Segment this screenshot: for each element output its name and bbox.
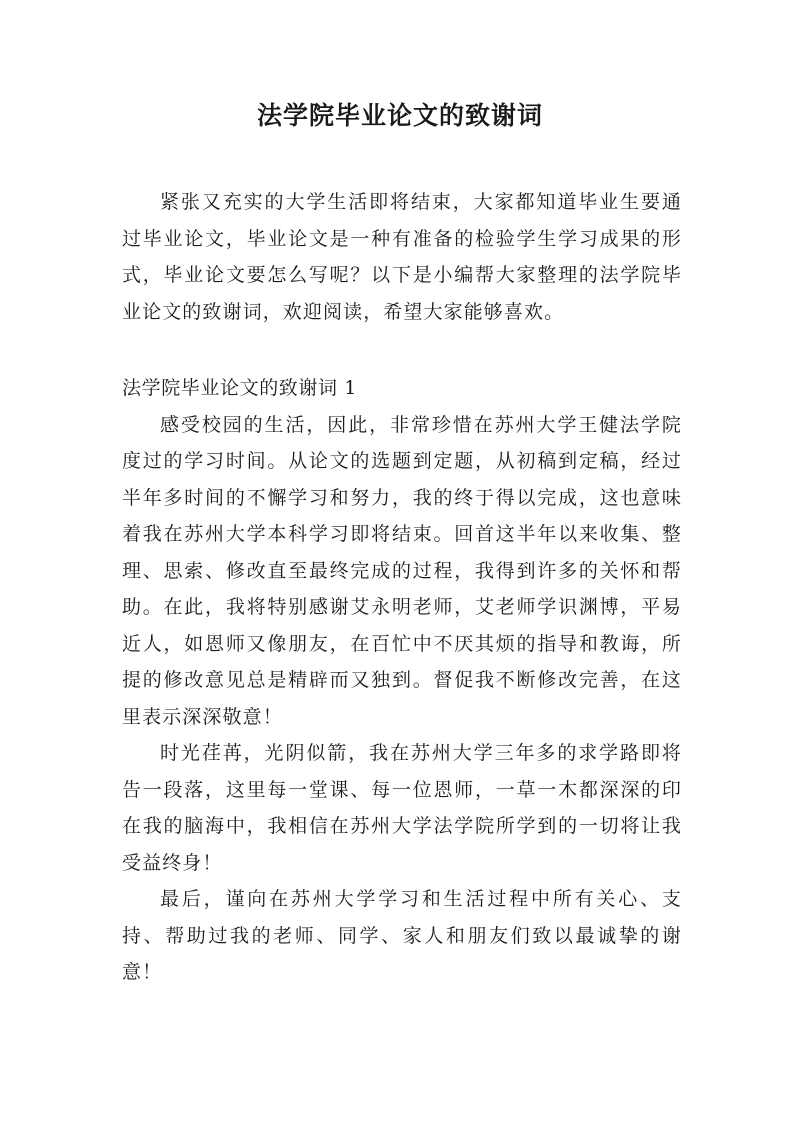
body-paragraph-2: 时光荏苒，光阴似箭，我在苏州大学三年多的求学路即将告一段落，这里每一堂课、每一位恩师，一草一木都深深的印在我的脑海中，我相信在苏州大学法学院所学到的一切将让我受益终身！ bbox=[122, 742, 682, 874]
body-paragraph-1: 感受校园的生活，因此，非常珍惜在苏州大学王健法学院度过的学习时间。从论文的选题到定题，从初稿到定稿，经过半年多时间的不懈学习和努力，我的终于得以完成，这也意味着我在苏州大学本科学习即将结束。回首这半年以来收集、整理、思索、修改直至最终完成的过程，我得到许多的关怀和帮助。在此，我将特别感谢艾永明老师，艾老师学识渊博，平易近人，如恩师又像朋友，在百忙中不厌其烦的指导和教诲，所提的修改意见总是精辟而又独到。督促我不断修改完善，在这里表示深深敬意！ bbox=[122, 413, 682, 728]
section-heading: 法学院毕业论文的致谢词 1 bbox=[122, 377, 357, 399]
paragraph-gap bbox=[122, 330, 682, 370]
intro-paragraph: 紧张又充实的大学生活即将结束，大家都知道毕业生要通过毕业论文，毕业论文是一种有准备的检验学生学习成果的形式，毕业论文要怎么写呢？以下是小编帮大家整理的法学院毕业论文的致谢词，欢迎阅读，希望大家能够喜欢。 bbox=[122, 191, 682, 323]
page-title: 法学院毕业论文的致谢词 bbox=[256, 101, 543, 130]
body-paragraph-3: 最后，谨向在苏州大学学习和生活过程中所有关心、支持、帮助过我的老师、同学、家人和朋友们致以最诚挚的谢意！ bbox=[122, 888, 682, 983]
document-body bbox=[122, 184, 682, 991]
